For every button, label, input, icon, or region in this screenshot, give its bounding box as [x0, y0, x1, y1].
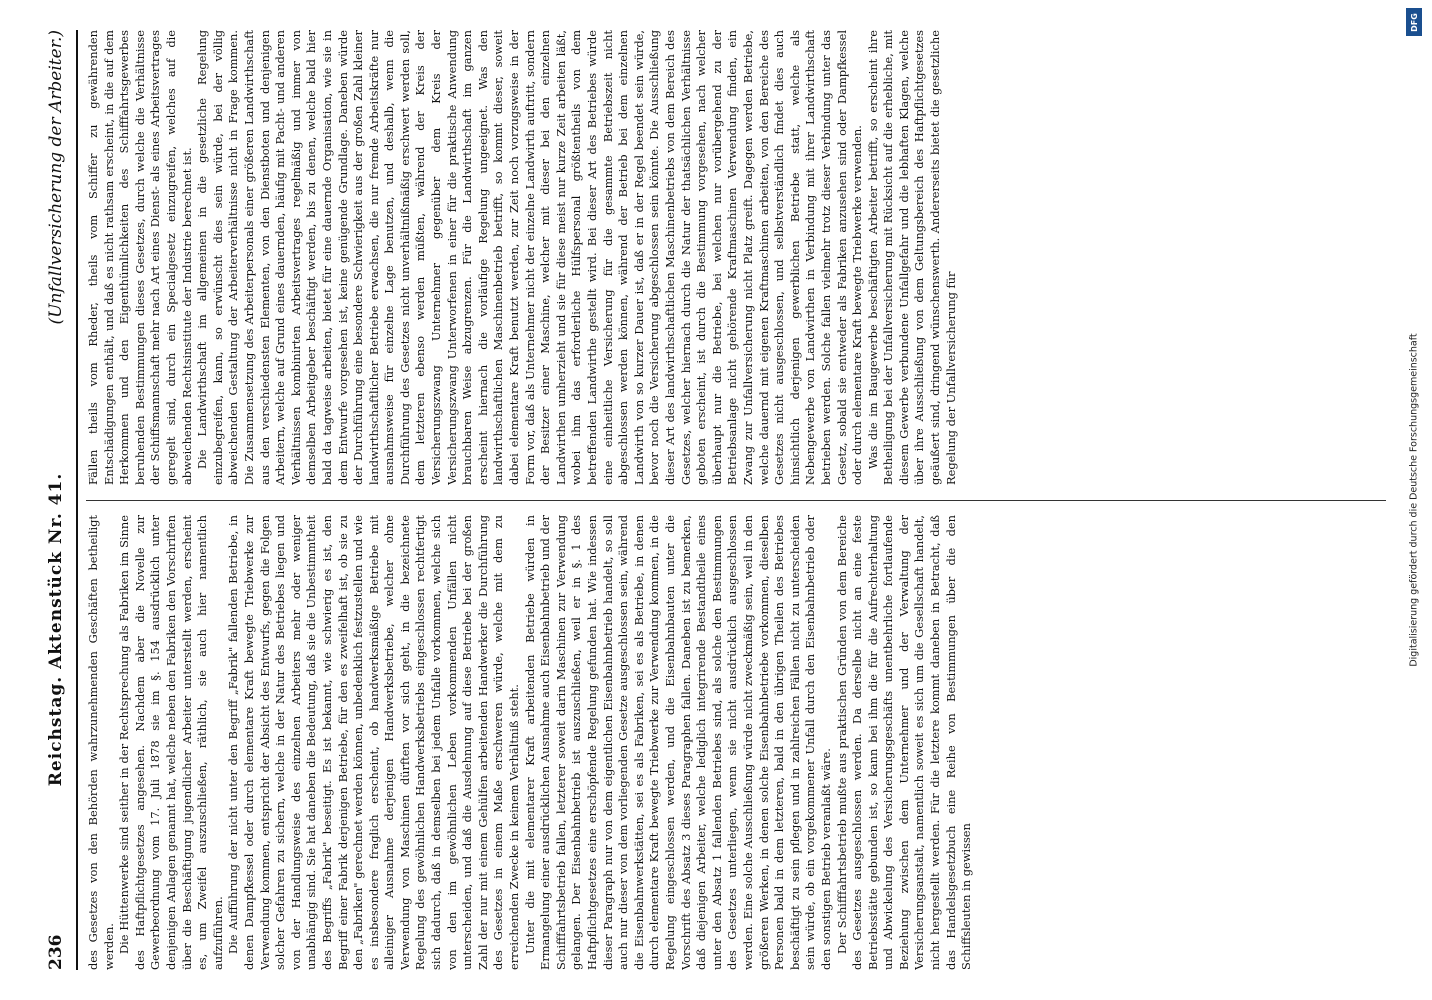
- paragraph: Die Aufführung der nicht unter den Begriff „Fabrik" fallenden Betriebe, in denen Dampfkessel oder durch elementare Kraft bewegte Triebwerke zur Verwendung kommen, entspricht der Absicht des Entwurfs, gegen die Folgen solcher Gefahren zu sichern, welche in der Natur des Betriebes liegen und von der Handlungsweise des einzelnen Arbeiters mehr oder weniger unabhängig sind. Sie hat daneben die Bedeutung, daß sie die Unbestimmtheit des Begriffs „Fabrik" beseitigt. Es ist bekannt, wie schwierig es ist, den Begriff einer Fabrik derjenigen Betriebe, für den es zweifelhaft ist, ob sie zu den „Fabriken" gerechnet werden können, unbedenklich festzustellen und wie es insbesondere fraglich erscheint, ob handwerksmäßige Betriebe mit alleiniger Ausnahme derjenigen Handwerksbetriebe, welcher ohne Verwendung von Maschinen dürften vor sich geht, in die bezeichnete Regelung des gewöhnlichen Handwerksbetriebs eingeschlossen rechtfertigt sich dadurch, daß in demselben bei jedem Unfalle vorkommen, welche sich von den im gewöhnlichen Leben vorkommenden Unfällen nicht unterscheiden, und daß die Ausdehnung auf diese Betriebe bei der großen Zahl der nur mit einem Gehülfen arbeitenden Handwerker die Durchführung des Gesetzes in einem Maße erschweren würde, welche mit dem zu erreichenden Zwecke in keinem Verhältniß steht.: [226, 515, 522, 970]
- paragraph: Fällen theils vom Rheder, theils vom Schiffer zu gewährenden Entschädigungen enthält, und daß es nicht rathsam erscheint, in die auf dem Herkommen und den Eigenthümlichkeiten des Schifffahrtsgewerbes beruhenden Bestimmungen dieses Gesetzes, durch welche die Verhältnisse der Schiffsmannschaft mehr nach Art eines Dienst- als eines Arbeitsvertrages geregelt sind, durch ein Specialgesetz einzugreifen, welches auf die abweichenden Rechtsinstitute der Industrie berechnet ist.: [86, 30, 194, 485]
- dfg-logo: DFG: [1406, 8, 1422, 36]
- paragraph: Der Schifffahrtsbetrieb mußte aus praktischen Gründen von dem Bereiche des Gesetzes ausgeschlossen werden. Da derselbe nicht an eine feste Betriebsstätte gebunden ist, so kann bei ihm die für die Aufrechterhaltung und Abwickelung des Versicherungsgeschäfts unentbehrliche fortlaufende Beziehung zwischen dem Unternehmer und der Verwaltung der Versicherungsanstalt, namentlich soweit es sich um die Gesellschaft handelt, nicht hergestellt werden. Für die letztere kommt daneben in Betracht, daß das Handelsgesetzbuch eine Reihe von Bestimmungen über die den Schiffsleuten in gewissen: [834, 515, 974, 970]
- paragraph: Die Landwirthschaft im allgemeinen in die gesetzliche Regelung einzubegreifen, kann, so erwünscht dies sein würde, bei der völlig abweichenden Gestaltung der Arbeiterverhältnisse nicht in Frage kommen. Die Zusammensetzung des Arbeiterpersonals einer größeren Landwirthschaft aus den verschiedensten Elementen, von den Dienstboten und denjenigen Arbeitern, welche auf Grund eines dauernden, häufig mit Pacht- und anderen Verhältnissen kombinirten Arbeitsvertrages regelmäßig und immer von demselben Arbeitgeber beschäftigt werden, bis zu denen, welche bald hier bald da tagweise arbeiten, bietet für eine dauernde Organisation, wie sie in dem Entwurfe vorgesehen ist, keine genügende Grundlage. Daneben würde der Durchführung eine besondere Schwierigkeit aus der großen Zahl kleiner landwirthschaftlicher Betriebe erwachsen, die nur fremde Arbeitskräfte nur ausnahmsweise für einzelne Lage benutzen, und deshalb, wenn die Durchführung des Gesetzes nicht unverhältnißmäßig erschwert werden soll, dem letzteren ebenso werden müßten, während der Kreis der Versicherungszwang Unternehmer gegenüber dem Kreis der Versicherungszwang Unterworfenen in einer für die praktische Anwendung brauchbaren Weise abzugrenzen. Für die Landwirthschaft im ganzen erscheint hiernach die vorläufige Regelung ungeeignet. Was den landwirthschaftlichen Maschinenbetrieb betrifft, so kommt dieser, soweit dabei elementare Kraft benutzt werden, zur Zeit noch vorzugsweise in der Form vor, daß als Unternehmer nicht der einzelne Landwirth auftritt, sondern der Besitzer einer Maschine, welcher mit dieser bei den einzelnen Landwirthen umherzieht und sie für diese meist nur kurze Zeit arbeiten läßt, wobei ihm das erforderliche Hülfspersonal größtentheils von dem betreffenden Landwirthe gestellt wird. Bei dieser Art des Betriebes würde eine einheitliche Versicherung für die gesammte Betriebszeit nicht abgeschlossen werden können, während der Betrieb bei dem einzelnen Landwirth von so kurzer Dauer ist, daß er in der Regel beendet sein würde, bevor noch die Versicherung abgeschlossen sein könnte. Die Ausschließung dieser Art des landwirthschaftlichen Maschinenbetriebs von dem Bereich des Gesetzes, welcher hiernach durch die Natur der thatsächlichen Verhältnisse geboten erscheint, ist durch die Bestimmung vorgesehen, nach welcher überhaupt nur die Betriebe, bei welchen nur vorübergehend zu der Betriebsanlage nicht gehörende Kraftmaschinen Verwendung finden, ein Zwang zur Unfallversicherung nicht Platz greift. Dagegen werden Betriebe, welche dauernd mit eigenen Kraftmaschinen arbeiten, von den Bereiche des Gesetzes nicht ausgeschlossen, und selbstverständlich findet dies auch hinsichtlich derjenigen gewerblichen Betriebe statt, welche als Nebengewerbe von Landwirthen in Verbindung mit ihrer Landwirthschaft betrieben werden. Solche fallen vielmehr trotz dieser Verbindung unter das Gesetz, sobald sie entweder als Fabriken anzusehen sind oder Dampfkessel oder durch elementare Kraft bewegte Triebwerke verwenden.: [195, 30, 865, 485]
- paragraph: Was die im Baugewerbe beschäftigten Arbeiter betrifft, so erscheint ihre Betheiligung bei der Unfallversicherung mit Rücksicht auf die erhebliche, mit diesem Gewerbe verbundene Unfallgefahr und die lebhaften Klagen, welche über ihre Ausschließung von dem Geltungsbereich des Haftpflichtgesetzes geäußert sind, dringend wünschenswerth. Andererseits bietet die gesetzliche Regelung der Unfallversicherung für: [865, 30, 958, 485]
- digitization-credit: [1404, 20, 1424, 980]
- page-number: 236: [46, 934, 66, 970]
- rotated-content: [36, 30, 1396, 970]
- credit-text: Digitalisierung gefördert durch die Deutsche Forschungsgemeinschaft: [1408, 333, 1420, 667]
- section-title: (Unfallversicherung der Arbeiter.): [46, 30, 66, 325]
- column-divider: [86, 500, 1386, 501]
- paragraph: des Gesetzes von den Behörden wahrzunehmenden Geschäften betheiligt werden.: [86, 515, 116, 970]
- right-column: [86, 30, 1386, 485]
- paragraph: Unter die mit elementarer Kraft arbeitenden Betriebe würden in Ermangelung einer ausdrücklichen Ausnahme auch Eisenbahnbetrieb und der Schifffahrtsbetrieb fallen, letzterer soweit darin Maschinen zur Verwendung gelangen. Der Eisenbahnbetrieb ist auszuschließen, weil er in §. 1 des Haftpflichtgesetzes eine erschöpfende Regelung gefunden hat. Wie indessen dieser Paragraph nur von dem eigentlichen Eisenbahnbetrieb handelt, so soll auch nur dieser von dem vorliegenden Gesetze ausgeschlossen sein, während die Eisenbahnwerkstätten, sei es als Fabriken, sei es als Betriebe, in denen durch elementare Kraft bewegte Triebwerke zur Verwendung kommen, in die Regelung eingeschlossen werden, und die Eisenbahnbauten unter die Vorschrift des Absatz 3 dieses Paragraphen fallen. Daneben ist zu bemerken, daß diejenigen Arbeiter, welche lediglich integrirende Bestandtheile eines unter den Absatz 1 fallenden Betriebes sind, als solche den Bestimmungen des Gesetzes unterliegen, wenn sie nicht ausdrücklich ausgeschlossen werden. Eine solche Ausschließung würde nicht zweckmäßig sein, weil in den größeren Werken, in denen solche Eisenbahnbetriebe vorkommen, dieselben Personen bald in dem letzteren, bald in den übrigen Theilen des Betriebes beschäftigt zu sein pflegen und in zahlreichen Fällen nicht zu unterscheiden sein würde, ob ein vorgekommener Unfall durch den Eisenbahnbetrieb oder den sonstigen Betrieb veranlaßt wäre.: [522, 515, 833, 970]
- paragraph: Die Hüttenwerke sind seither in der Rechtsprechung als Fabriken im Sinne des Haftpflichtgesetzes angesehen. Nachdem aber die Novelle zur Gewerbeordnung vom 17. Juli 1878 sie im §. 154 ausdrücklich unter denjenigen Anlagen genannt hat, welche neben den Fabriken den Vorschriften über die Beschäftigung jugendlicher Arbeiter unterstellt werden, erscheint es, um Zweifel auszuschließen, räthlich, sie auch hier namentlich aufzuführen.: [117, 515, 225, 970]
- page-header: [36, 30, 78, 970]
- page-title: Reichstag. Aktenstück Nr. 41.: [46, 472, 66, 787]
- left-column: [86, 515, 1386, 970]
